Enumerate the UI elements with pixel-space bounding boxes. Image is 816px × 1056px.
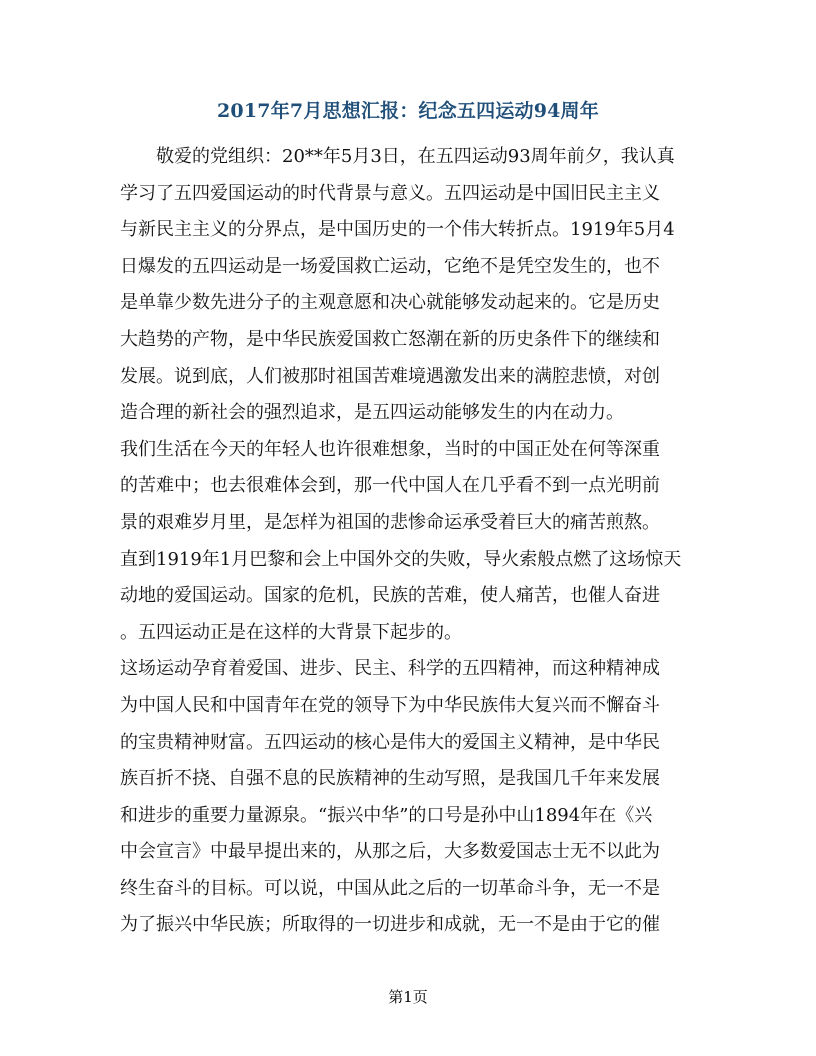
body-line: 的宝贵精神财富。五四运动的核心是伟大的爱国主义精神，是中华民 <box>120 731 660 753</box>
body-line: 的苦难中；也去很难体会到，那一代中国人在几乎看不到一点光明前 <box>120 475 660 497</box>
page-number: 第1页 <box>388 988 428 1006</box>
body-line: 和进步的重要力量源泉。“振兴中华”的口号是孙中山1894年在《兴 <box>120 804 653 826</box>
body-line: 是单靠少数先进分子的主观意愿和决心就能够发动起来的。它是历史 <box>120 292 660 314</box>
body-line: 学习了五四爱国运动的时代背景与意义。五四运动是中国旧民主主义 <box>120 182 660 204</box>
body-line: 。五四运动正是在这样的大背景下起步的。 <box>120 621 462 643</box>
body-line: 造合理的新社会的强烈追求，是五四运动能够发生的内在动力。 <box>120 402 624 424</box>
body-line: 发展。说到底，人们被那时祖国苦难境遇激发出来的满腔悲愤，对创 <box>120 365 660 387</box>
body-line: 终生奋斗的目标。可以说，中国从此之后的一切革命斗争，无一不是 <box>120 877 660 899</box>
body-line: 景的艰难岁月里，是怎样为祖国的悲惨命运承受着巨大的痛苦煎熬。 <box>120 511 660 533</box>
body-line: 这场运动孕育着爱国、进步、民主、科学的五四精神，而这种精神成 <box>120 658 660 680</box>
document-body <box>120 139 690 944</box>
body-line: 中会宣言》中最早提出来的，从那之后，大多数爱国志士无不以此为 <box>120 841 660 863</box>
body-line: 动地的爱国运动。国家的危机，民族的苦难，使人痛苦，也催人奋进 <box>120 585 660 607</box>
body-line: 大趋势的产物，是中华民族爱国救亡怒潮在新的历史条件下的继续和 <box>120 328 660 350</box>
body-line: 族百折不挠、自强不息的民族精神的生动写照，是我国几千年来发展 <box>120 768 660 790</box>
document-title: 2017年7月思想汇报：纪念五四运动94周年 <box>217 100 599 122</box>
body-line: 敬爱的党组织：20**年5月3日，在五四运动93周年前夕，我认真 <box>156 146 675 167</box>
body-line: 日爆发的五四运动是一场爱国救亡运动，它绝不是凭空发生的，也不 <box>120 255 660 277</box>
body-line: 为了振兴中华民族；所取得的一切进步和成就，无一不是由于它的催 <box>120 914 660 936</box>
body-line: 与新民主主义的分界点，是中国历史的一个伟大转折点。1919年5月4 <box>120 219 675 241</box>
body-line: 为中国人民和中国青年在党的领导下为中华民族伟大复兴而不懈奋斗 <box>120 694 660 716</box>
body-line: 直到1919年1月巴黎和会上中国外交的失败，导火索般点燃了这场惊天 <box>120 548 682 570</box>
body-line: 我们生活在今天的年轻人也许很难想象，当时的中国正处在何等深重 <box>120 438 660 460</box>
